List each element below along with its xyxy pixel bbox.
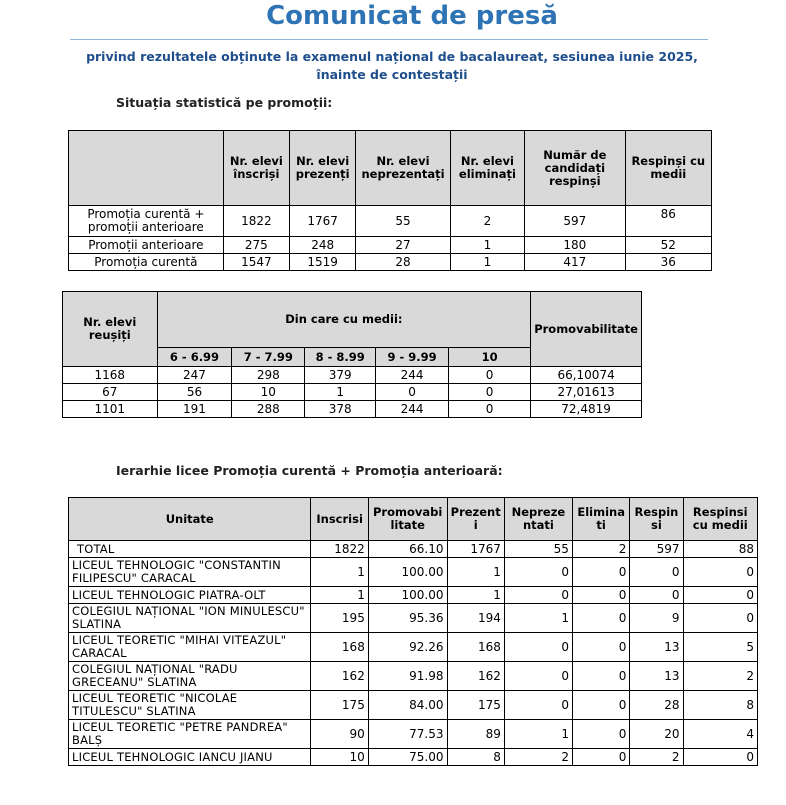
table-cell: 8 [683, 691, 757, 720]
table-cell: 244 [376, 401, 449, 418]
table-row [63, 384, 642, 401]
table-cell: 2 [683, 662, 757, 691]
table-cell: 1 [504, 604, 572, 633]
table-cell: 0 [572, 691, 629, 720]
table-cell: 100.00 [368, 587, 447, 604]
table-cell: 0 [683, 587, 757, 604]
table-cell: 55 [356, 206, 450, 237]
table-cell: 1 [447, 587, 504, 604]
table-cell: 1 [311, 558, 368, 587]
table-cell: 0 [504, 587, 572, 604]
table-cell: 0 [683, 558, 757, 587]
column-header: Eliminati [572, 498, 629, 541]
subcolumn-header: 9 - 9.99 [376, 348, 449, 367]
table-cell: 52 [625, 237, 711, 254]
table-row [69, 720, 758, 749]
table-cell: 0 [376, 384, 449, 401]
table-cell: 95.36 [368, 604, 447, 633]
table-cell: 91.98 [368, 662, 447, 691]
table-cell: 13 [630, 662, 683, 691]
table-row [69, 587, 758, 604]
table-cell: 56 [157, 384, 232, 401]
table-cell: 1 [447, 558, 504, 587]
table-cell: 162 [447, 662, 504, 691]
table-cell: 10 [311, 749, 368, 766]
table-cell: 1 [311, 587, 368, 604]
table-row [69, 604, 758, 633]
school-name: LICEUL TEHNOLOGIC IANCU JIANU [69, 749, 311, 766]
table-cell: 0 [630, 587, 683, 604]
table-row [69, 633, 758, 662]
table-cell: 0 [572, 720, 629, 749]
table-cell: 2 [450, 206, 524, 237]
table-row [63, 401, 642, 418]
table-cell: 244 [376, 367, 449, 384]
column-header: Nr. elevi neprezentați [356, 131, 450, 206]
table-cell: 194 [447, 604, 504, 633]
table-cell: 275 [223, 237, 289, 254]
school-ranking-table [68, 497, 758, 766]
table-cell: 0 [572, 587, 629, 604]
table-cell: 0 [572, 604, 629, 633]
table-cell: 1 [450, 237, 524, 254]
table-cell: 2 [504, 749, 572, 766]
table-cell: 36 [625, 254, 711, 271]
column-header: Promovabilitate [531, 292, 642, 367]
table-cell: 0 [572, 662, 629, 691]
table-row [63, 367, 642, 384]
table-cell: 0 [683, 749, 757, 766]
section-heading-ierarhie: Ierarhie licee Promoția curentă + Promoția anterioară: [116, 463, 503, 478]
table-row [69, 749, 758, 766]
table-cell: 0 [572, 558, 629, 587]
table-row [69, 237, 712, 254]
column-header: Respinși cu medii [625, 131, 711, 206]
table-cell: 1168 [63, 367, 158, 384]
table-cell: 1 [305, 384, 376, 401]
column-header: Respinsi [630, 498, 683, 541]
table-cell: 27 [356, 237, 450, 254]
table-cell: 1519 [290, 254, 356, 271]
table-cell: 168 [311, 633, 368, 662]
table-cell: 248 [290, 237, 356, 254]
table-cell: 75.00 [368, 749, 447, 766]
table-cell: 2 [630, 749, 683, 766]
table-cell: 162 [311, 662, 368, 691]
school-name: LICEUL TEORETIC "PETRE PANDREA" BALȘ [69, 720, 311, 749]
school-name: COLEGIUL NAȚIONAL "RADU GRECEANU" SLATINA [69, 662, 311, 691]
column-header: Respinsi cu medii [683, 498, 757, 541]
subcolumn-header: 7 - 7.99 [232, 348, 305, 367]
table-cell: 175 [447, 691, 504, 720]
title-divider [70, 39, 708, 40]
column-header: Nr. elevi prezenți [290, 131, 356, 206]
school-name: LICEUL TEHNOLOGIC PIATRA-OLT [69, 587, 311, 604]
table-cell: 0 [448, 384, 530, 401]
table-cell: 55 [504, 541, 572, 558]
row-label: Promoția curentă [69, 254, 224, 271]
table-cell: 72,4819 [531, 401, 642, 418]
table-cell: 90 [311, 720, 368, 749]
table-cell: 67 [63, 384, 158, 401]
page-title: Comunicat de presă [266, 1, 558, 31]
table-cell: 0 [630, 558, 683, 587]
row-label: Promoția curentă + promoții anterioare [69, 206, 224, 237]
table-cell: 84.00 [368, 691, 447, 720]
column-group-header: Din care cu medii: [157, 292, 531, 348]
column-header: Prezenti [447, 498, 504, 541]
column-header [69, 131, 224, 206]
table-cell: 298 [232, 367, 305, 384]
table-cell: 1547 [223, 254, 289, 271]
table-cell: 66,10074 [531, 367, 642, 384]
table-row [69, 541, 758, 558]
table-cell: 1822 [311, 541, 368, 558]
subcolumn-header: 10 [448, 348, 530, 367]
table-cell: 9 [630, 604, 683, 633]
column-header: Număr de candidați respinși [525, 131, 625, 206]
table-cell: 417 [525, 254, 625, 271]
table-row [69, 558, 758, 587]
grade-distribution-table [62, 291, 642, 418]
row-label: Promoții anterioare [69, 237, 224, 254]
table-cell: 1101 [63, 401, 158, 418]
table-cell: 180 [525, 237, 625, 254]
table-cell: 0 [683, 604, 757, 633]
table-cell: 4 [683, 720, 757, 749]
table-cell: 379 [305, 367, 376, 384]
table-cell: 1822 [223, 206, 289, 237]
table-cell: 66.10 [368, 541, 447, 558]
column-header: Nr. elevi reușiți [63, 292, 158, 367]
table-cell: 0 [572, 633, 629, 662]
table-row [69, 662, 758, 691]
column-header: Inscrisi [311, 498, 368, 541]
table-cell: 247 [157, 367, 232, 384]
subcolumn-header: 6 - 6.99 [157, 348, 232, 367]
table-cell: 378 [305, 401, 376, 418]
table-row [69, 206, 712, 237]
table-cell: 0 [572, 749, 629, 766]
table-cell: 191 [157, 401, 232, 418]
table-cell: 0 [448, 401, 530, 418]
table-cell: 0 [504, 558, 572, 587]
school-name: COLEGIUL NAȚIONAL "ION MINULESCU" SLATINA [69, 604, 311, 633]
table-cell: 1 [504, 720, 572, 749]
school-name: TOTAL [69, 541, 311, 558]
table-cell: 288 [232, 401, 305, 418]
table-cell: 28 [630, 691, 683, 720]
school-name: LICEUL TEORETIC "MIHAI VITEAZUL" CARACAL [69, 633, 311, 662]
table-cell: 10 [232, 384, 305, 401]
table-cell: 86 [625, 206, 711, 237]
table-cell: 1767 [290, 206, 356, 237]
school-name: LICEUL TEHNOLOGIC "CONSTANTIN FILIPESCU" CARACAL [69, 558, 311, 587]
table-cell: 5 [683, 633, 757, 662]
table-cell: 597 [630, 541, 683, 558]
table-cell: 27,01613 [531, 384, 642, 401]
table-row [69, 254, 712, 271]
column-header: Nr. elevi eliminați [450, 131, 524, 206]
table-cell: 168 [447, 633, 504, 662]
column-header: Neprezentati [504, 498, 572, 541]
statistics-by-promotion-table [68, 130, 712, 271]
table-cell: 1767 [447, 541, 504, 558]
table-cell: 8 [447, 749, 504, 766]
table-cell: 597 [525, 206, 625, 237]
table-cell: 100.00 [368, 558, 447, 587]
table-cell: 77.53 [368, 720, 447, 749]
table-cell: 0 [504, 662, 572, 691]
subcolumn-header: 8 - 8.99 [305, 348, 376, 367]
table-cell: 89 [447, 720, 504, 749]
column-header: Promovabilitate [368, 498, 447, 541]
table-cell: 92.26 [368, 633, 447, 662]
column-header: Unitate [69, 498, 311, 541]
table-cell: 0 [504, 691, 572, 720]
table-row [69, 691, 758, 720]
table-cell: 20 [630, 720, 683, 749]
table-cell: 0 [448, 367, 530, 384]
table-cell: 175 [311, 691, 368, 720]
table-cell: 2 [572, 541, 629, 558]
school-name: LICEUL TEORETIC "NICOLAE TITULESCU" SLATINA [69, 691, 311, 720]
page-subtitle: privind rezultatele obținute la examenul național de bacalaureat, sesiunea iunie 2025, înainte de contestații [86, 49, 698, 82]
table-cell: 195 [311, 604, 368, 633]
column-header: Nr. elevi înscriși [223, 131, 289, 206]
table-cell: 13 [630, 633, 683, 662]
table-cell: 88 [683, 541, 757, 558]
table-cell: 28 [356, 254, 450, 271]
table-cell: 0 [504, 633, 572, 662]
section-heading-promotii: Situația statistică pe promoții: [116, 95, 333, 110]
table-cell: 1 [450, 254, 524, 271]
